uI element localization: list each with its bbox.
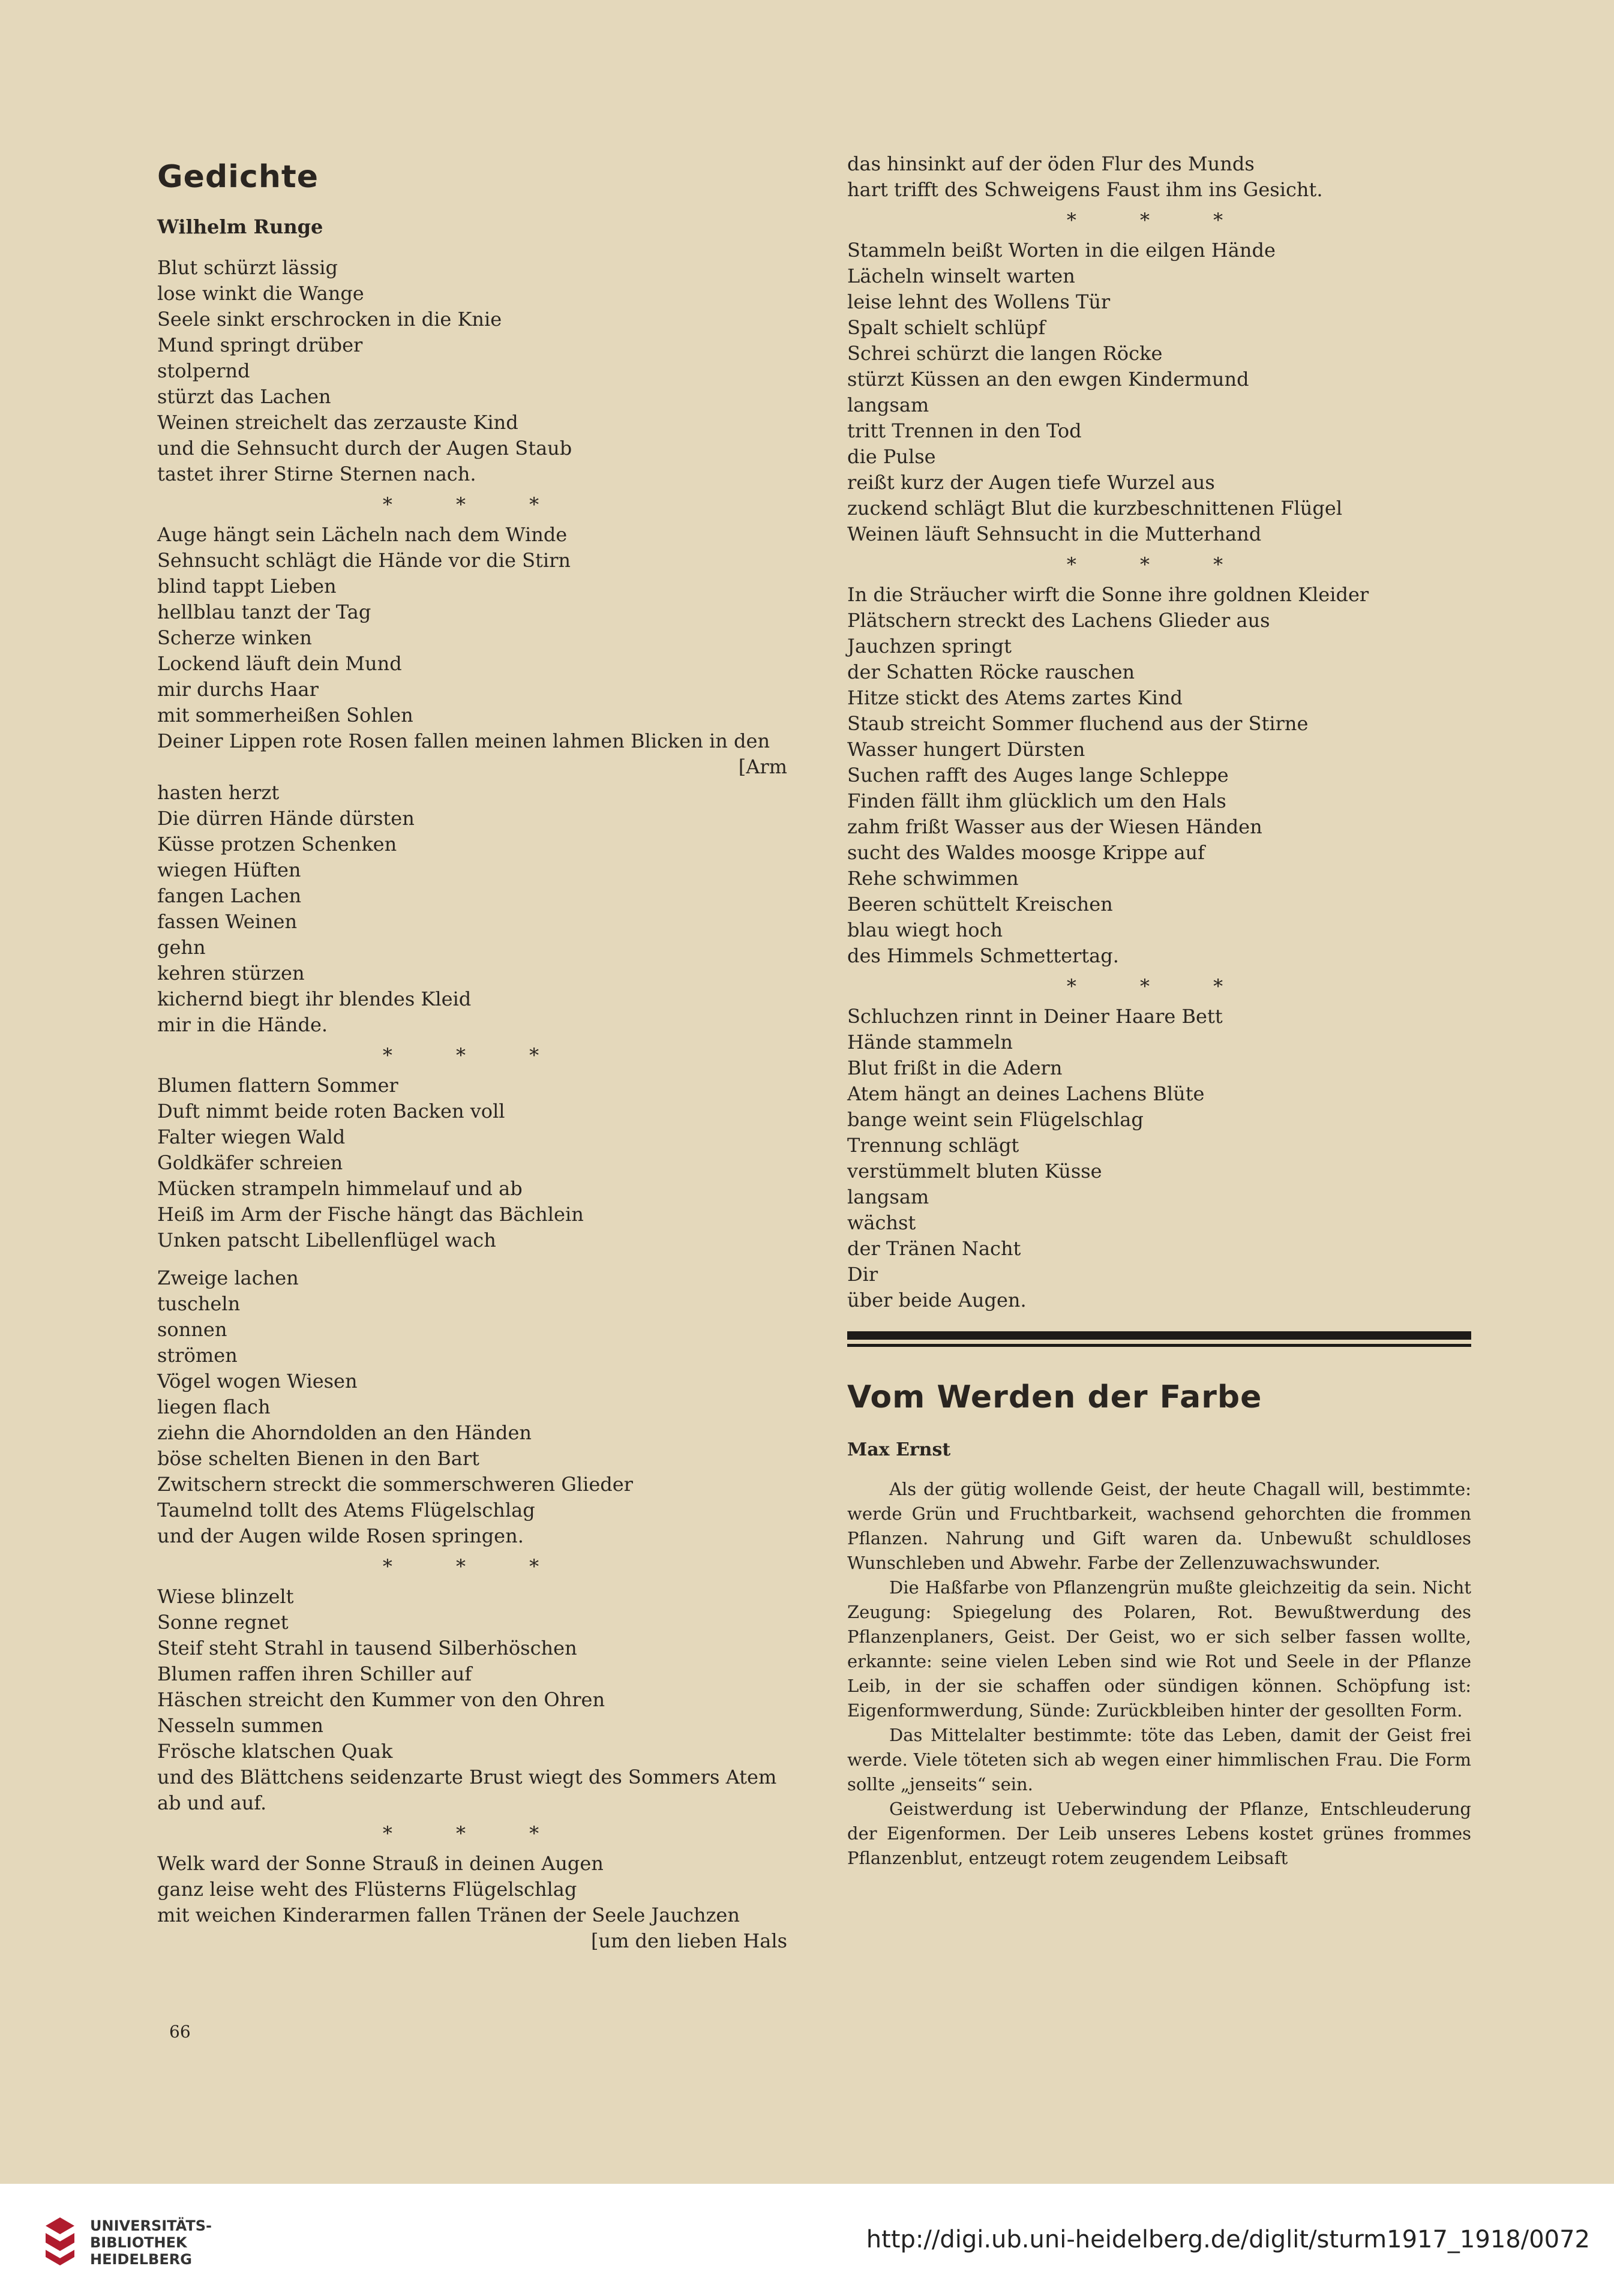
poem-line: Weinen streichelt das zerzauste Kind [157, 411, 518, 434]
stanza-separator: * * * [382, 1822, 568, 1845]
poem-author: Wilhelm Runge [157, 215, 323, 238]
stanza-separator: * * * [382, 1555, 568, 1578]
poem-line: stürzt das Lachen [157, 385, 331, 408]
poem-line: lose winkt die Wange [157, 282, 364, 305]
poem-line: [um den lieben Hals [590, 1929, 787, 1952]
poem-line: langsam [847, 1185, 929, 1208]
poem-line: strömen [157, 1344, 238, 1367]
poem-line: Sehnsucht schlägt die Hände vor die Stirn [157, 549, 571, 572]
poem-line: Taumelnd tollt des Atems Flügelschlag [157, 1499, 535, 1521]
poem-line: Vögel wogen Wiesen [157, 1370, 358, 1392]
poem-line: Duft nimmt beide roten Backen voll [157, 1100, 505, 1123]
poem-line: Blut schürzt lässig [157, 256, 338, 279]
essay-paragraph: Das Mittelalter bestimmte: töte das Leben, damit der Geist frei werde. Viele töteten sich ab wegen einer himmlischen Frau. Die Form sollte „jenseits“ sein. [847, 1725, 1471, 1794]
poem-line: Jauchzen springt [847, 635, 1012, 658]
poem-line: Hitze stickt des Atems zartes Kind [847, 686, 1183, 709]
poem-line: Stammeln beißt Worten in die eilgen Hände [847, 239, 1276, 262]
poem-line: über beide Augen. [847, 1289, 1027, 1311]
poem-line: kehren stürzen [157, 962, 305, 985]
footer-bar [0, 2184, 1614, 2296]
poem-line: der Tränen Nacht [847, 1237, 1021, 1260]
poem-line: Steif steht Strahl in tausend Silberhöschen [157, 1637, 577, 1659]
poem-line: und des Blättchens seidenzarte Brust wiegt des Sommers Atem [157, 1766, 777, 1788]
left-column [157, 153, 793, 1954]
poem-line: langsam [847, 394, 929, 416]
stanza-separator: * * * [1066, 975, 1252, 998]
poem-line: Hände stammeln [847, 1031, 1013, 1054]
stanza-separator: * * * [382, 493, 568, 516]
poem-line: Goldkäfer schreien [157, 1151, 343, 1174]
poem-line: hellblau tanzt der Tag [157, 601, 371, 623]
poem-line: Heiß im Arm der Fische hängt das Bächlein [157, 1203, 584, 1226]
essay-paragraph: Als der gütig wollende Geist, der heute Chagall will, bestimmte: werde Grün und Fruchtbarkeit, wachsend gehorchten die frommen Pflanzen. Nahrung und Gift waren da. Unbewußt schuldloses Wunschleben und Abwehr. Farbe der Zellenzuwachswunder. [847, 1479, 1471, 1573]
poem-line: und der Augen wilde Rosen springen. [157, 1524, 524, 1547]
poem-line: Mücken strampeln himmelauf und ab [157, 1177, 523, 1200]
poem-line: Weinen läuft Sehnsucht in die Mutterhand [847, 523, 1262, 545]
poem-line: Blut frißt in die Adern [847, 1057, 1063, 1079]
poem-line: Schluchzen rinnt in Deiner Haare Bett [847, 1005, 1223, 1028]
poem-line: Suchen rafft des Auges lange Schleppe [847, 764, 1229, 787]
poem-line: [Arm [738, 755, 787, 778]
poem-line: Häschen streicht den Kummer von den Ohren [157, 1688, 605, 1711]
poem-line: zahm frißt Wasser aus der Wiesen Händen [847, 815, 1262, 838]
stanza-gap [157, 1253, 793, 1265]
poem-line: des Himmels Schmettertag. [847, 944, 1119, 967]
poem-line: Frösche klatschen Quak [157, 1740, 393, 1763]
library-name-line: HEIDELBERG [90, 2251, 192, 2268]
poem-line: liegen flach [157, 1395, 271, 1418]
section-divider [847, 1331, 1471, 1347]
poem-line: Wiese blinzelt [157, 1585, 294, 1608]
poem-line: Falter wiegen Wald [157, 1126, 346, 1148]
poem-line: Trennung schlägt [847, 1134, 1019, 1157]
poem-line: Seele sinkt erschrocken in die Knie [157, 308, 502, 331]
poem-line: Plätschern streckt des Lachens Glieder aus [847, 609, 1270, 632]
poem-line: das hinsinkt auf der öden Flur des Munds [847, 152, 1255, 175]
poem-line: tastet ihrer Stirne Sternen nach. [157, 463, 476, 485]
poem-line: sonnen [157, 1318, 227, 1341]
poem-line: Lächeln winselt warten [847, 265, 1075, 287]
poem-line: mir in die Hände. [157, 1013, 328, 1036]
poem-line: blau wiegt hoch [847, 919, 1003, 941]
poem-line: Finden fällt ihm glücklich um den Hals [847, 790, 1226, 812]
essay-body [847, 1477, 1471, 1871]
poem-line: Scherze winken [157, 626, 312, 649]
poem-line: der Schatten Röcke rauschen [847, 661, 1135, 683]
essay-paragraph: Geistwerdung ist Ueberwindung der Pflanze, Entschleuderung der Eigenformen. Der Leib unseres Lebens kostet grünes frommes Pflanzenblut, entzeugt rotem zeugendem Leibsaft [847, 1799, 1471, 1868]
stanza-separator: * * * [1066, 553, 1252, 576]
poem-line: stürzt Küssen an den ewgen Kindermund [847, 368, 1249, 391]
poem-line: bange weint sein Flügelschlag [847, 1108, 1144, 1131]
poem-line: tuscheln [157, 1292, 241, 1315]
poem-line: Staub streicht Sommer fluchend aus der Stirne [847, 712, 1309, 735]
poem-line: ziehn die Ahorndolden an den Händen [157, 1421, 532, 1444]
poem-line: verstümmelt bluten Küsse [847, 1160, 1102, 1182]
poem-line: mit weichen Kinderarmen fallen Tränen der Seele Jauchzen [157, 1904, 740, 1926]
poem-line: Welk ward der Sonne Strauß in deinen Augen [157, 1852, 604, 1875]
poem-line: ganz leise weht des Flüsterns Flügelschlag [157, 1878, 577, 1901]
right-poems [847, 151, 1471, 1313]
poem-line: reißt kurz der Augen tiefe Wurzel aus [847, 471, 1215, 494]
poem-line: mit sommerheißen Sohlen [157, 704, 413, 727]
poem-line: hart trifft des Schweigens Faust ihm ins Gesicht. [847, 178, 1323, 201]
poem-line: wächst [847, 1211, 916, 1234]
poem-line: kichernd biegt ihr blendes Kleid [157, 988, 472, 1010]
library-name-line: UNIVERSITÄTS- [90, 2217, 212, 2234]
poem-line: Wasser hungert Dürsten [847, 738, 1085, 761]
poem-line: stolpernd [157, 359, 250, 382]
library-name [90, 2217, 212, 2268]
poem-line: Atem hängt an deines Lachens Blüte [847, 1082, 1205, 1105]
poem-line: sucht des Waldes moosge Krippe auf [847, 841, 1205, 864]
poem-line: mir durchs Haar [157, 678, 319, 701]
poem-line: Spalt schielt schlüpf [847, 316, 1046, 339]
poem-line: In die Sträucher wirft die Sonne ihre goldnen Kleider [847, 583, 1369, 606]
source-url[interactable]: http://digi.ub.uni-heidelberg.de/diglit/sturm1917_1918/0072 [866, 2226, 1590, 2253]
poem-line: und die Sehnsucht durch der Augen Staub [157, 437, 572, 460]
poem-line: blind tappt Lieben [157, 575, 337, 598]
stanza-separator: * * * [1066, 209, 1252, 232]
poem-line: hasten herzt [157, 781, 280, 804]
poem-line: tritt Trennen in den Tod [847, 419, 1082, 442]
poem-line: ab und auf. [157, 1791, 267, 1814]
poem-line: Lockend läuft dein Mund [157, 652, 402, 675]
poem-line: Mund springt drüber [157, 334, 363, 356]
poem-line: die Pulse [847, 445, 936, 468]
poem-line: wiegen Hüften [157, 859, 301, 881]
poem-line: zuckend schlägt Blut die kurzbeschnittenen Flügel [847, 497, 1343, 520]
library-name-line: BIBLIOTHEK [90, 2234, 187, 2251]
left-poems [157, 255, 793, 1954]
poem-line: Die dürren Hände dürsten [157, 807, 415, 830]
poem-line: Zweige lachen [157, 1266, 299, 1289]
poem-line: fangen Lachen [157, 884, 302, 907]
right-column [847, 151, 1471, 1871]
poem-line: Küsse protzen Schenken [157, 833, 397, 856]
poem-line: Deiner Lippen rote Rosen fallen meinen lahmen Blicken in den [157, 730, 770, 752]
poem-line: Auge hängt sein Lächeln nach dem Winde [157, 523, 568, 546]
essay-title: Vom Werden der Farbe [847, 1379, 1262, 1415]
poem-line: Blumen flattern Sommer [157, 1074, 398, 1097]
poem-line: gehn [157, 936, 206, 959]
poem-line: böse schelten Bienen in den Bart [157, 1447, 479, 1470]
essay-author: Max Ernst [847, 1439, 951, 1460]
page-number: 66 [169, 2022, 191, 2042]
essay-paragraph: Die Haßfarbe von Pflanzengrün mußte gleichzeitig da sein. Nicht Zeugung: Spiegelung des Polaren, Rot. Bewußtwerdung des Pflanzenplaners, Geist. Der Geist, wo er sich selber fassen wollte, erkannte: seine vielen Leben sind wie Rot und Seele in der Pflanze Leib, in der sie schaffen oder sündigen können. Schöpfung ist: Eigenformwerdung, Sünde: Zurückbleiben hinter der gesollten Form. [847, 1577, 1471, 1721]
poem-line: Beeren schüttelt Kreischen [847, 893, 1113, 916]
poem-line: Zwitschern streckt die sommerschweren Glieder [157, 1473, 633, 1496]
library-logo-icon [42, 2215, 78, 2267]
poem-line: Unken patscht Libellenflügel wach [157, 1229, 496, 1251]
poem-line: Rehe schwimmen [847, 867, 1019, 890]
poem-line: Schrei schürzt die langen Röcke [847, 342, 1163, 365]
poem-line: Sonne regnet [157, 1611, 289, 1634]
poem-line: Dir [847, 1263, 878, 1286]
section-title-gedichte: Gedichte [157, 159, 319, 195]
poem-line: fassen Weinen [157, 910, 298, 933]
poem-line: leise lehnt des Wollens Tür [847, 290, 1111, 313]
stanza-separator: * * * [382, 1044, 568, 1067]
poem-line: Blumen raffen ihren Schiller auf [157, 1662, 472, 1685]
poem-line: Nesseln summen [157, 1714, 323, 1737]
